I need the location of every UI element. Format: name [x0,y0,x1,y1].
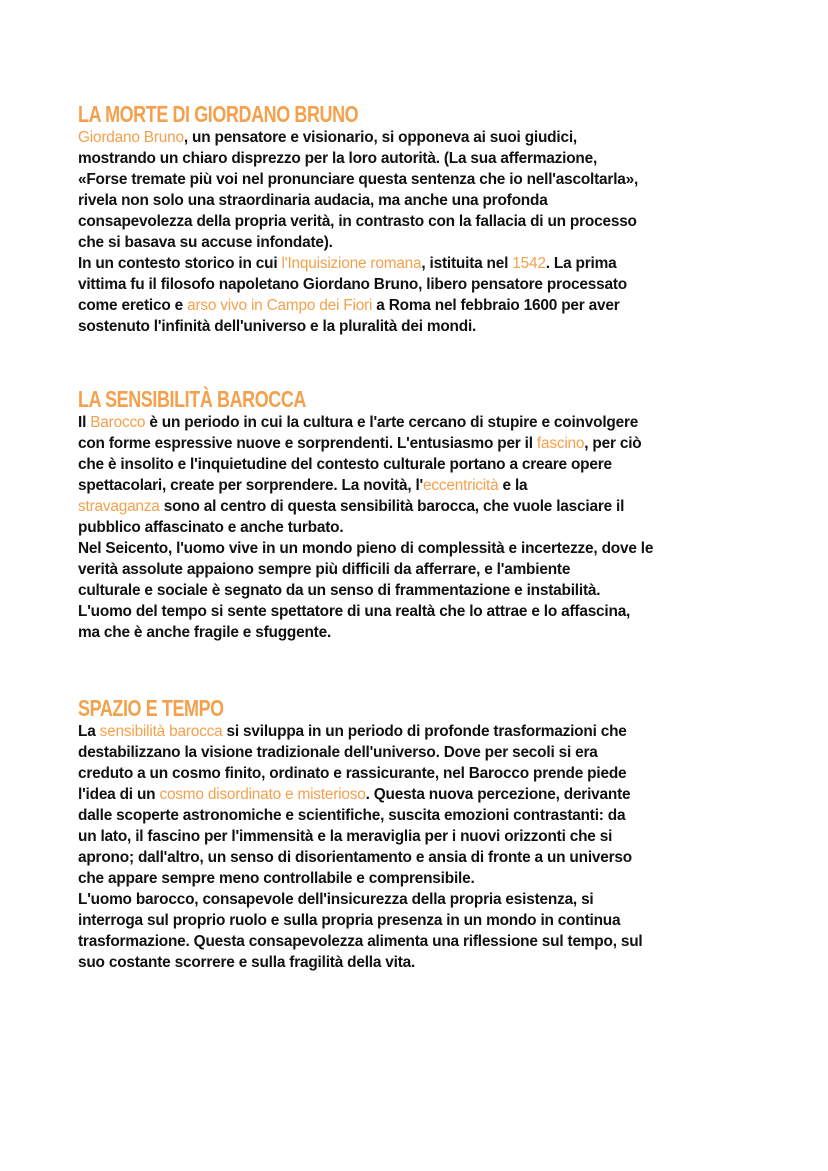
text-line [78,601,758,622]
text-line [78,889,758,910]
text-line [78,148,758,169]
text-line [78,253,758,274]
text-line [78,805,758,826]
text-segment: ma che è anche fragile e sfuggente. [78,624,332,641]
text-line [78,433,758,454]
text-segment: creduto a un cosmo finito, ordinato e rassicurante, nel Barocco prende piede [78,765,627,782]
highlighted-term: Giordano Bruno [78,129,184,146]
text-segment: interroga sul proprio ruolo e sulla propria presenza in un mondo in continua [78,912,621,929]
text-segment: trasformazione. Questa consapevolezza alimenta una riflessione sul tempo, sul [78,933,643,950]
text-line [78,496,758,517]
text-segment: sostenuto l'infinità dell'universo e la pluralità dei mondi. [78,318,477,335]
highlighted-term: sensibilità barocca [99,723,223,740]
text-segment: che è insolito e l'inquietudine del contesto culturale portano a creare opere [78,456,612,473]
text-line [78,763,758,784]
text-segment: e la [498,477,528,494]
text-line [78,868,758,889]
highlighted-term: 1542 [512,255,546,272]
text-segment: rivela non solo una straordinaria audacia, ma anche una profonda [78,192,548,209]
highlighted-term: fascino [536,435,585,452]
text-segment: pubblico affascinato e anche turbato. [78,519,344,536]
section-body [78,412,758,643]
text-line [78,622,758,643]
section-heading: LA SENSIBILITÀ BAROCCA [78,386,306,412]
highlighted-term: stravaganza [78,498,160,515]
text-line [78,316,758,337]
section-heading: LA MORTE DI GIORDANO BRUNO [78,101,359,127]
section-body [78,721,758,973]
highlighted-term: arso vivo in Campo dei Fiori [187,297,373,314]
text-line [78,559,758,580]
highlighted-term: cosmo disordinato e misterioso [159,786,366,803]
text-line [78,826,758,847]
text-segment: aprono; dall'altro, un senso di disorientamento e ansia di fronte a un universo [78,849,632,866]
text-line [78,127,758,148]
text-line [78,742,758,763]
text-line [78,580,758,601]
highlighted-term: l'Inquisizione romana [281,255,422,272]
text-segment: L'uomo barocco, consapevole dell'insicurezza della propria esistenza, si [78,891,594,908]
text-segment: Il [78,414,91,431]
text-line [78,412,758,433]
text-line [78,931,758,952]
text-line [78,538,758,559]
section-heading: SPAZIO E TEMPO [78,695,224,721]
text-segment: come eretico e [78,297,188,314]
text-line [78,784,758,805]
text-line [78,721,758,742]
text-segment: consapevolezza della propria verità, in contrasto con la fallacia di un processo [78,213,637,230]
text-segment: . Questa nuova percezione, derivante [365,786,631,803]
highlighted-term: Barocco [90,414,146,431]
text-line [78,517,758,538]
text-line [78,454,758,475]
text-segment: «Forse tremate più voi nel pronunciare questa sentenza che io nell'ascoltarla», [78,171,639,188]
text-segment: L'uomo del tempo si sente spettatore di una realtà che lo attrae e lo affascina, [78,603,631,620]
text-segment: l'idea di un [78,786,160,803]
section-spazio-e-tempo [78,695,758,973]
text-segment: un lato, il fascino per l'immensità e la meraviglia per i nuovi orizzonti che si [78,828,613,845]
section-morte-giordano-bruno [78,101,758,337]
text-segment: sono al centro di questa sensibilità barocca, che vuole lasciare il [159,498,625,515]
text-segment: con forme espressive nuove e sorprendenti. L'entusiasmo per il [78,435,537,452]
text-line [78,190,758,211]
text-segment: . La prima [545,255,617,272]
section-sensibilita-barocca [78,386,758,643]
text-segment: che si basava su accuse infondate). [78,234,333,251]
text-line [78,295,758,316]
text-segment: spettacolari, create per sorprendere. La novità, l' [78,477,424,494]
text-segment: , per ciò [584,435,642,452]
text-segment: vittima fu il filosofo napoletano Giordano Bruno, libero pensatore processato [78,276,627,293]
text-line [78,952,758,973]
section-body [78,127,758,337]
text-segment: La [78,723,100,740]
highlighted-term: eccentricità [423,477,499,494]
text-segment: è un periodo in cui la cultura e l'arte cercano di stupire e coinvolgere [145,414,639,431]
text-line [78,211,758,232]
text-line [78,910,758,931]
text-segment: verità assolute appaiono sempre più difficili da afferrare, e l'ambiente [78,561,571,578]
text-line [78,232,758,253]
text-line [78,847,758,868]
text-segment: si sviluppa in un periodo di profonde trasformazioni che [222,723,627,740]
text-segment: , un pensatore e visionario, si opponeva ai suoi giudici, [183,129,577,146]
text-segment: In un contesto storico in cui [78,255,282,272]
text-segment: destabilizzano la visione tradizionale dell'universo. Dove per secoli si era [78,744,598,761]
text-segment: mostrando un chiaro disprezzo per la loro autorità. (La sua affermazione, [78,150,598,167]
text-segment: culturale e sociale è segnato da un senso di frammentazione e instabilità. [78,582,601,599]
text-line [78,274,758,295]
text-segment: , istituita nel [421,255,513,272]
text-segment: a Roma nel febbraio 1600 per aver [372,297,620,314]
text-segment: dalle scoperte astronomiche e scientifiche, suscita emozioni contrastanti: da [78,807,626,824]
text-line [78,169,758,190]
text-segment: che appare sempre meno controllabile e comprensibile. [78,870,475,887]
text-segment: suo costante scorrere e sulla fragilità della vita. [78,954,416,971]
text-line [78,475,758,496]
text-segment: Nel Seicento, l'uomo vive in un mondo pieno di complessità e incertezze, dove le [78,540,654,557]
